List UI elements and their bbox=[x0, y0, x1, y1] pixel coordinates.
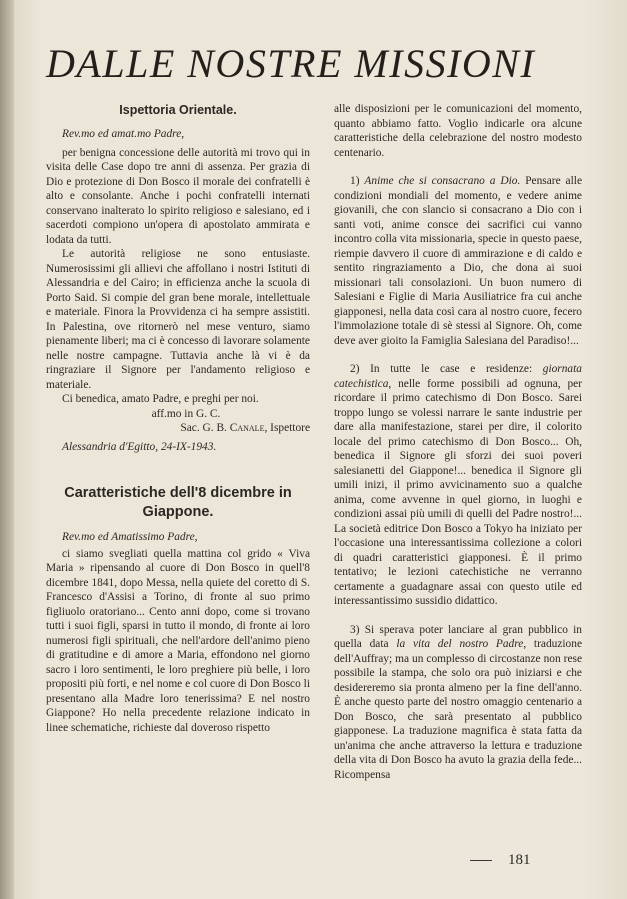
paragraph-numbered: 3) Si sperava poter lanciare al gran pubblico in quella data la vita del nostro Padre, traduzione dell'Auffray; ma un complesso di circostanze non rese possibile la stampa, che solo ora può iniziarsi e che desidereremo sia pronta almeno per la fine dell'anno. È anche questo parte del nostro omaggio centenario a Don Bosco, che sarà presentato al pubblico giapponese. La traduzione magnifica è stata fatta da un'anima che anche attraverso la lettura e traduzione della vita di Don Bosco ha avuto la grazia della fede... Ricompensa bbox=[334, 623, 583, 781]
paragraph: Ci benedica, amato Padre, e preghi per noi. bbox=[62, 393, 259, 405]
page-header-title: DALLE NOSTRE MISSIONI bbox=[46, 41, 536, 86]
footer-dash bbox=[470, 860, 492, 861]
signature: Sac. G. B. Canale, Ispettore bbox=[180, 422, 310, 434]
paragraph: alle disposizioni per le comunicazioni del momento, quanto abbiamo fatto. Voglio indicarle ora alcune caratteristiche della celebrazione del nostro modesto centenario. bbox=[334, 103, 582, 159]
salutation: Rev.mo ed amat.mo Padre, bbox=[62, 128, 185, 140]
paragraph: Le autorità religiose ne sono entusiaste. Numerosissimi gli allievi che affollano i nostri Istituti di Alessandria e del Cairo; in efficienza anche la scuola di Porto Said. Si compie del gran bene morale, intellettuale e materiale. Finora la Provvidenza ci ha sempre assistiti. In Palestina, ove ritornerò nel mese venturo, siamo pienamente liberi; ma ci è concesso di lavorare solamente nelle nostre campagne. Tuttavia anche là vi è da ringraziare il Signore per l'andamento religioso e materiale. bbox=[46, 248, 310, 391]
paragraph-numbered: 2) In tutte le case e residenze: giornata catechistica, nelle forme possibili ad ognuna, per ricordare il primo catechismo di Don Bosco. Sarei troppo lungo se volessi narrare le sante industrie per dare alla manifestazione, starei per dire, il colorito locale del primo catechismo di Don Bosco... Oh, benedica il Signore gli sforzi dei suoi poveri salesianetti del Giappone!... benedica il Signore gli umili inizi, il primo avvicinamento suo a qualche anima, come avvenne in quel giorno, in luoghi e condizioni assai più umili di quelli del Padre nostro!... La società editrice Don Bosco a Tokyo ha iniziato per l'occasione una interessantissima collezione a colori di quadri caratteristici giapponesi. È il primo tentativo; le lezioni catechistiche ne verranno certamente a guadagnare assai con questo utile ed interessantissimo sussidio didattico. bbox=[334, 363, 582, 607]
section-title-giappone: Caratteristiche dell'8 dicembre in Giappone. bbox=[64, 485, 292, 520]
page-number: 181 bbox=[508, 852, 531, 868]
page-binding-edge bbox=[0, 0, 14, 899]
dateline: Alessandria d'Egitto, 24-IX-1943. bbox=[62, 440, 217, 453]
section-title-ispettoria: Ispettoria Orientale. bbox=[119, 103, 237, 117]
paragraph-numbered: 1) Anime che si consacrano a Dio. Pensare alle condizioni mondiali del momento, e vedere anime giovanili, che con slancio si consacrano a Dio con i santi voti, anime consce dei sacrifici cui vanno incontro colla vita missionaria, specie in questo paese, riempie davvero il cuore di ammirazione e di caldo e sentito ringraziamento a Dio, che dona ai suoi missionari tali consolazioni. Un buon numero di Salesiani e Figlie di Maria Ausiliatrice fra cui anche giapponesi, nella data così cara al nostro cuore, fecero l'immolazione totale di sè stessi al Signore. Oh, come deve aver gioito la Famiglia Salesiana del Paradiso!... bbox=[334, 175, 582, 347]
left-column bbox=[46, 102, 310, 735]
paragraph: ci siamo svegliati quella mattina col grido « Viva Maria » ripensando al cuore di Don Bosco in quell'8 dicembre 1841, dopo Messa, nella quiete del coretto di S. Francesco d'Assisi a Torino, di fronte al suo primo figliuolo oratoriano... Cento anni dopo, come si trovano tutti i suoi figli, sparsi in tutto il mondo, di fronte ai loro numerosi figli spirituali, che nell'ardore dell'animo pieno di gratitudine e di amore a Maria, effondono nel giorno sacro i loro sentimenti, le loro preghiere più belle, i loro propositi più forti, e nel nome e col cuore di Don Bosco li presentano alla Madre loro tenerissima? E nel nostro Giappone? Ho nella precedente relazione indicato in linee schematiche, richieste dal doveroso rispetto bbox=[46, 547, 310, 734]
closing: aff.mo in G. C. bbox=[151, 407, 221, 420]
salutation: Rev.mo ed Amatissimo Padre, bbox=[62, 531, 198, 543]
right-column bbox=[334, 102, 582, 782]
paragraph: per benigna concessione delle autorità mi trovo qui in visita delle Case dopo tre anni di assenza. Per grazia di Dio e protezione di Don Bosco il morale dei confratelli è alto e consolante. Anche i pochi confratelli internati conservano inalterato lo spirito religioso e salesiano, ed i sacerdoti compiono un'opera di apostolato ammirata e lodata da tutti. bbox=[46, 146, 310, 246]
